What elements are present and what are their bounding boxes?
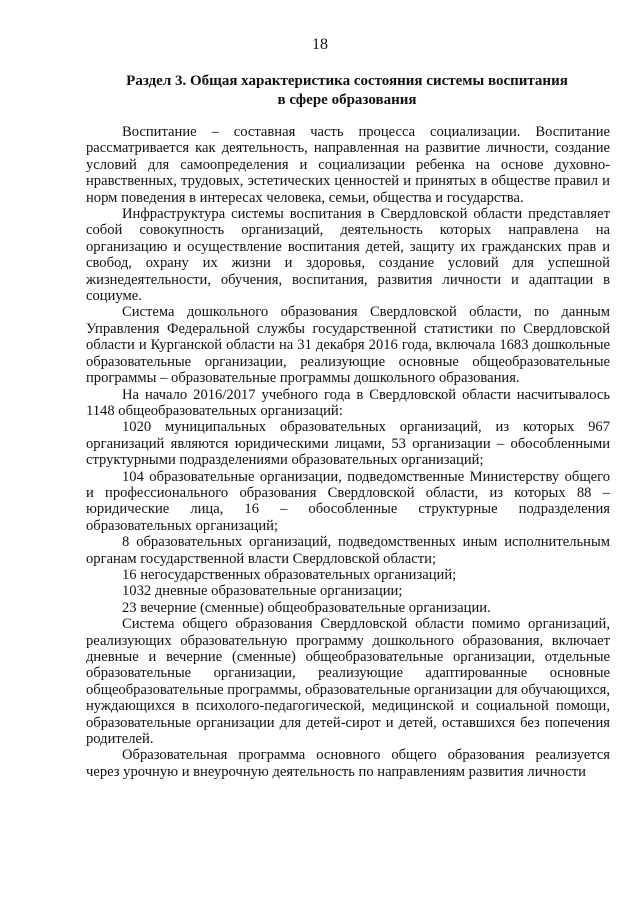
document-body — [86, 124, 610, 780]
list-item-municipal: 1020 муниципальных образовательных организаций, из которых 967 организаций являются юридическими лицами, 53 организации – обособленными структурными подразделениями образовательных организаций; — [86, 419, 610, 469]
section-heading-line-1: Раздел 3. Общая характеристика состояния системы воспитания — [126, 73, 568, 89]
list-item-ministry: 104 образовательные организации, подведомственные Министерству общего и профессионального образования Свердловской области, из которых 88 – юридические лица, 16 – обособленные структурные подразделения образовательных организаций; — [86, 468, 610, 534]
paragraph-preschool-system: Система дошкольного образования Свердловской области, по данным Управления Федеральной службы государственной статистики по Свердловской области и Курганской области на 31 декабря 2016 года, включала 1683 дошкольные образовательные организации, реализующие основные общеобразовательные программы – образовательные программы дошкольного образования. — [86, 304, 610, 387]
section-heading — [90, 72, 604, 110]
list-item-evening: 23 вечерние (сменные) общеобразовательные организации. — [122, 599, 491, 616]
paragraph-infrastructure: Инфраструктура системы воспитания в Свердловской области представляет собой совокупность организаций, деятельность которых направлена на организацию и осуществление воспитания детей, защиту их гражданских прав и свобод, охрану их жизни и здоровья, создание условий для успешной жизнедеятельности, обучения, воспитания, развития личности и адаптации в социуме. — [86, 206, 610, 305]
paragraph-upbringing-definition: Воспитание – составная часть процесса социализации. Воспитание рассматривается как деятельность, направленная на развитие личности, создание условий для самоопределения и социализации ребенка на основе духовно-нравственных, трудовых, эстетических ценностей и принятых в обществе правил и норм поведения в интересах человека, семьи, общества и государства. — [86, 124, 610, 206]
list-item-day: 1032 дневные образовательные организации; — [122, 583, 403, 600]
paragraph-general-education: Система общего образования Свердловской области помимо организаций, реализующих образовательную программу дошкольного образования, включает дневные и вечерние (сменные) общеобразовательные организации, отдельные образовательные организации, реализующие адаптированные основные общеобразовательные программы, образовательные организации для обучающихся, нуждающихся в психолого-педагогической, медицинской и социальной помощи, образовательные организации для детей-сирот и детей, оставшихся без попечения родителей. — [86, 616, 610, 748]
page-number: 18 — [312, 36, 328, 53]
list-item-other-authorities: 8 образовательных организаций, подведомственных иным исполнительным органам государственной власти Свердловской области; — [86, 534, 610, 567]
paragraph-basic-program: Образовательная программа основного общего образования реализуется через урочную и внеурочную деятельность по направлениям развития личности — [86, 747, 610, 780]
section-heading-line-2: в сфере образования — [277, 92, 417, 108]
list-item-non-state: 16 негосударственных образовательных организаций; — [122, 566, 457, 583]
paragraph-school-count: На начало 2016/2017 учебного года в Свердловской области насчитывалось 1148 общеобразовательных организаций: — [86, 386, 610, 419]
